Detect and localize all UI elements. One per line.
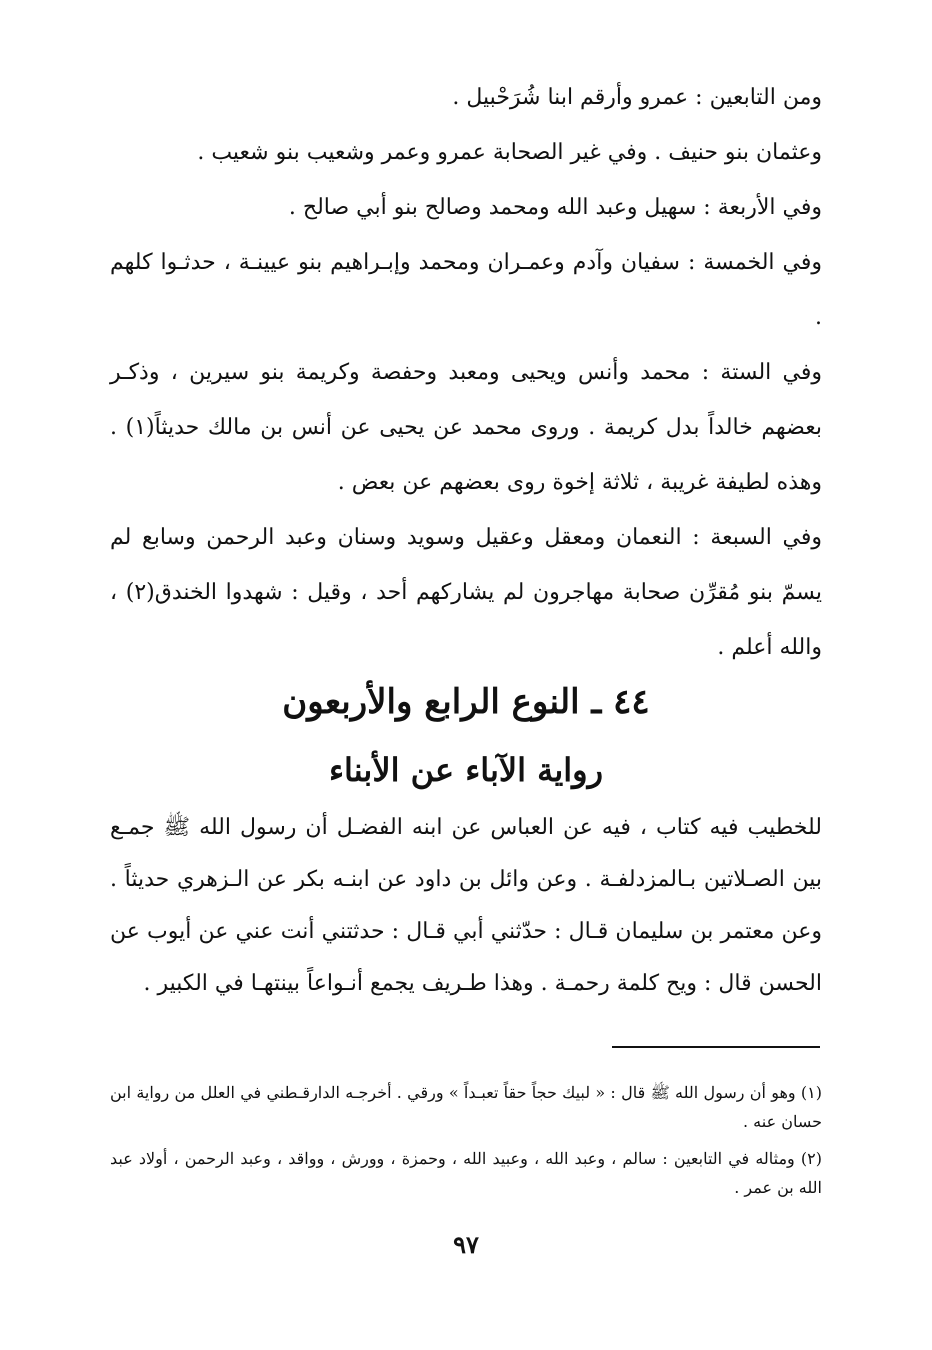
footnotes [110,1078,822,1210]
paragraph-seven: وفي السبعة : النعمان ومعقل وعقيل وسويد وسنان وعبد الرحمن وسابع لم يسمّ بنو مُقرِّن صحابة مهاجرون لم يشاركهم أحد ، وقيل : شهدوا الخندق(٢) ، والله أعلم . [110,525,822,660]
chapter-heading: ٤٤ ـ النوع الرابع والأربعون [282,682,650,722]
main-section [110,802,822,1010]
page-number: ٩٧ [453,1230,479,1259]
top-section [110,70,822,675]
paragraph-tabieen: ومن التابعين : عمرو وأرقم ابنا شُرَحْبيل . [452,85,822,110]
paragraph-four: وفي الأربعة : سهيل وعبد الله ومحمد وصالح بنو أبي صالح . [288,195,822,220]
paragraph-five: وفي الخمسة : سفيان وآدم وعمـران ومحمد وإبـراهيم بنو عيينـة ، حدثـوا كلهم . [110,250,822,330]
footnote-2: (٢) ومثاله في التابعين : سالم ، وعبد الله ، وعبيد الله ، وحمزة ، وورش ، وواقد ، وعبد الرحمن ، أولاد عبد الله بن عمر . [110,1149,822,1197]
paragraph-main: للخطيب فيه كتاب ، فيه عن العباس عن ابنه الفضـل أن رسول الله ﷺ جمـع بين الصـلاتين بـالمزدلفـة . وعن وائل بن داود عن ابنـه بكر عن الـزهري حديثاً . وعن معتمر بن سليمان قـال : حدّثني أبي قـال : حدثتني أنت عني عن أيوب عن الحسن قال : ويح كلمة رحمـة . وهذا طـريف يجمع أنـواعاً بينتهـا في الكبير . [110,815,822,996]
footnote-1: (١) وهو أن رسول الله ﷺ قال : « لبيك حجاً حقاً تعبـداً » ورقي . أخرجـه الدارقـطني في العلل من رواية ابن حسان عنه . [110,1083,822,1131]
footnote-divider [612,1046,820,1048]
chapter-subtitle: رواية الآباء عن الأبناء [328,751,604,789]
paragraph-uthman: وعثمان بنو حنيف . وفي غير الصحابة عمرو وعمر وشعيب بنو شعيب . [197,140,822,165]
paragraph-six: وفي الستة : محمد وأنس ويحيى ومعبد وحفصة وكريمة بنو سيرين ، وذكـر بعضهم خالداً بدل كريمة . وروى محمد عن يحيى عن أنس بن مالك حديثاً(١) . وهذه لطيفة غريبة ، ثلاثة إخوة روى بعضهم عن بعض . [110,360,822,495]
